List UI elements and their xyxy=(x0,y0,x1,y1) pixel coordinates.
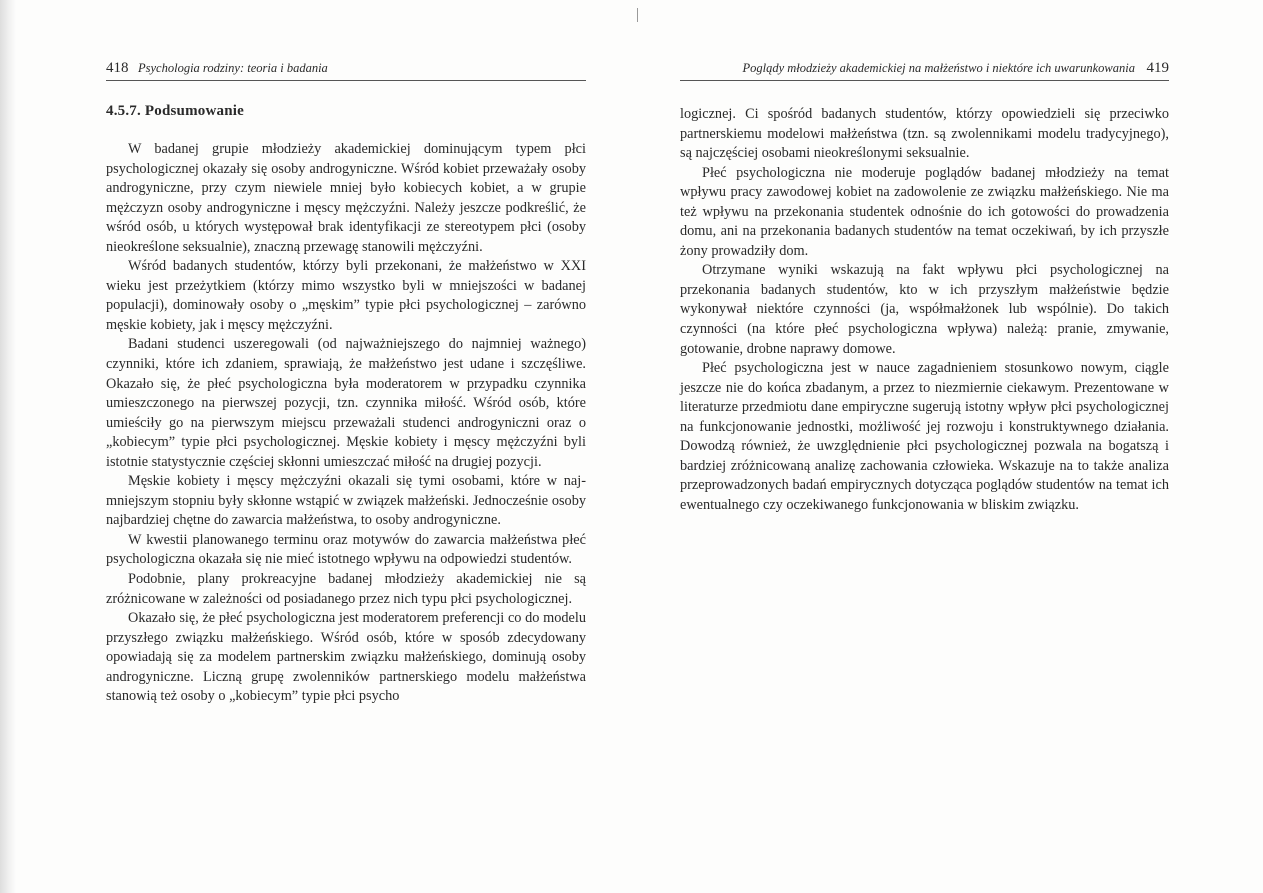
left-running-head xyxy=(106,58,586,81)
left-page xyxy=(106,58,586,707)
gutter-mark xyxy=(637,8,638,22)
left-paragraph: Podobnie, plany prokreacyjne badanej młodzieży akademickiej nie są zróżnicowane w zależności od posiadanego przez nich typu płci psychologicznej. xyxy=(106,571,586,607)
right-body-text xyxy=(680,105,1169,515)
left-paragraph: Męskie kobiety i męscy mężczyźni okazali się tymi osobami, które w najmniejszym stopniu były skłonne wstąpić w związek małżeński. Jednocześnie osoby najbardziej chętne do zawarcia małżeństwa, to osoby androgyniczne. xyxy=(106,473,586,529)
right-paragraph: Otrzymane wyniki wskazują na fakt wpływu płci psychologicznej na przekonania badanych studentów, kto w ich przyszłym małżeństwie będzie wykonywał niektóre czynności (ja, współmałżonek lub wspólnie). Do takich czynności (na które płeć psychologiczna wpływa) należą: pranie, zmywanie, gotowanie, drobne naprawy domowe. xyxy=(680,262,1169,357)
right-paragraph: Płeć psychologiczna nie moderuje poglądów badanej młodzieży na temat wpływu pracy zawodowej kobiet na zadowolenie ze związku małżeńskiego. Nie ma też wpływu na przekonania studentek odnośnie do ich gotowości do prowadzenia domu, ani na przekonania badanych studentów na temat oczekiwań, by ich przyszłe żony prowadziły dom. xyxy=(680,164,1169,259)
section-heading: 4.5.7. Podsumowanie xyxy=(106,103,244,119)
left-paragraph: Wśród badanych studentów, którzy byli przekonani, że małżeństwo w XXI wieku jest przeżytkiem (którzy mimo wszystko byli w mniejszości w badanej populacji), dominowały osoby o „męskim” typie płci psychologicznej – zarówno męskie kobiety, jak i męscy mężczyźni. xyxy=(106,258,586,333)
left-page-number: 418 xyxy=(106,60,129,76)
left-paragraph: Okazało się, że płeć psychologiczna jest moderatorem preferencji co do modelu przyszłego związku małżeńskiego. Wśród osób, które w sposób zdecydowany opowiadają się za modelem partnerskim związku małżeńskiego, dominują osoby androgyniczne. Liczną grupę zwolenników partnerskiego modelu małżeństwa stanowią też osoby o „kobiecym” typie płci psycho xyxy=(106,610,586,705)
right-running-title: Poglądy młodzieży akademickiej na małżeństwo i niektóre ich uwarunkowania xyxy=(742,61,1135,75)
right-page-number: 419 xyxy=(1146,60,1169,76)
right-page xyxy=(680,58,1169,515)
left-body-text xyxy=(106,140,586,707)
right-paragraph: Płeć psychologiczna jest w nauce zagadnieniem stosunkowo nowym, ciągle jeszcze nie do końca zbadanym, a przez to niezmiernie ciekawym. Prezentowane w literaturze przedmiotu dane empiryczne sugerują istotny wpływ płci psychologicznej na funkcjonowanie jednostki, możliwość jej rozwoju i konstruktywnego działania. Dowodzą również, że uwzględnienie płci psychologicznej pozwala na bogatszą i bardziej zróżnicowaną analizę zachowania człowieka. Wskazuje na to także analiza przeprowadzonych badań empirycznych dotycząca poglądów studentów na temat ich ewentualnego czy oczekiwanego funkcjonowania w bliskim związku. xyxy=(680,360,1169,513)
left-paragraph: Badani studenci uszeregowali (od najważniejszego do najmniej ważnego) czynniki, które ich zdaniem, sprawiają, że małżeństwo jest udane i szczęśliwe. Okazało się, że płeć psychologiczna była moderatorem w przypadku czynnika umieszczonego na pierwszej pozycji, tzn. czynnika miłość. Wśród osób, które umieściły go na pierwszym miejscu przeważali studenci androgyniczni oraz o „kobiecym” typie płci psychologicznej. Męskie kobiety i męscy mężczyźni byli istotnie statystycznie częściej skłonni umieszczać miłość na drugiej pozycji. xyxy=(106,336,586,470)
right-paragraph: logicznej. Ci spośród badanych studentów, którzy opowiedzieli się przeciwko partnerskiemu modelowi małżeństwa (tzn. są zwolennikami modelu tradycyjnego), są najczęściej osobami nieokreślonymi seksualnie. xyxy=(680,106,1169,162)
right-running-head xyxy=(680,58,1169,81)
left-running-title: Psychologia rodziny: teoria i badania xyxy=(138,61,328,75)
binding-shadow xyxy=(0,0,16,893)
left-paragraph: W kwestii planowanego terminu oraz motywów do zawarcia małżeństwa płeć psychologiczna okazała się nie mieć istotnego wpływu na odpowiedzi studentów. xyxy=(106,531,586,568)
left-paragraph: W badanej grupie młodzieży akademickiej dominującym typem płci psychologicznej okazały się osoby androgyniczne. Wśród kobiet przeważały osoby androgyniczne, przy czym niewiele mniej było kobiecych kobiet, a w grupie mężczyzn osoby androgyniczne i męscy mężczyźni. Należy jeszcze podkreślić, że wśród osób, u których występował brak identyfikacji ze stereotypem płci (osoby nieokreślone seksualnie), znaczną przewagę stanowili mężczyźni. xyxy=(106,141,586,255)
